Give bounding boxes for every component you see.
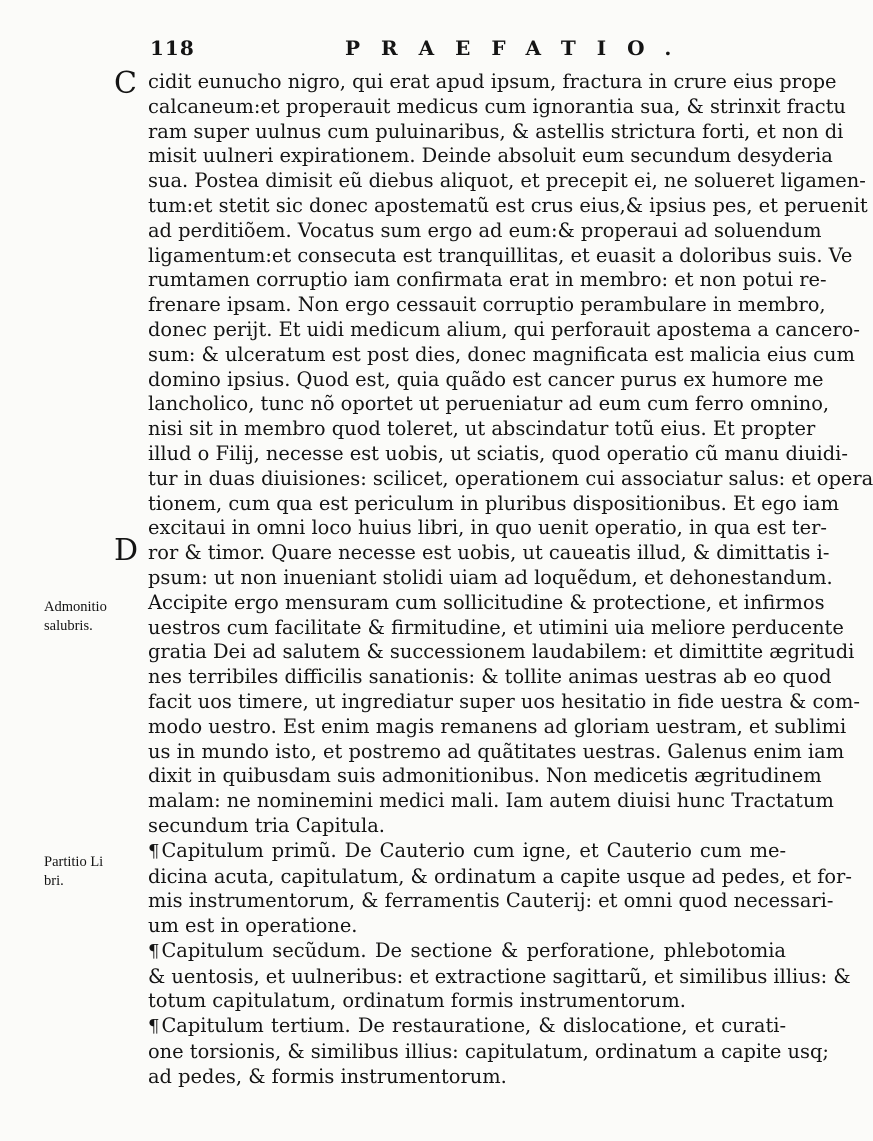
text-line: excitaui in omni loco huius libri, in quo uenit operatio, in qua est ter- [148,516,827,540]
text-line: rumtamen corruptio iam confirmata erat in membro: et non potui re- [148,268,827,292]
text-line: ram super uulnus cum puluinaribus, & astellis strictura forti, et non di [148,119,844,143]
chapter-entry-line [148,839,786,865]
paragraph-mark: ¶ [148,1016,160,1038]
text-line: nes terribiles difficilis sanationis: & tollite animas uestras ab eo quod [148,665,832,689]
paragraph-mark: ¶ [148,940,160,962]
chapter-entry-text: Capitulum secũdum. De sectione & perforatione, phlebotomia [161,938,786,962]
section-letter-d: D [114,533,139,568]
chapter-entry-line: totum capitulatum, ordinatum formis instrumentorum. [148,989,686,1013]
margin-note-line: bri. [44,873,64,889]
text-line: illud o Filij, necesse est uobis, ut sciatis, quod operatio cũ manu diuidi- [148,441,848,465]
chapter-entry-line [148,1014,786,1040]
chapter-entry-line: mis instrumentorum, & ferramentis Cauterij: et omni quod necessari- [148,889,834,913]
text-line: gratia Dei ad salutem & successionem laudabilem: et dimittite ægritudi [148,640,855,664]
text-line: frenare ipsam. Non ergo cessauit corruptio perambulare in membro, [148,293,826,317]
body-text [148,70,873,1090]
text-line: lancholico, tunc nõ oportet ut perueniatur ad eum cum ferro omnino, [148,392,830,416]
text-line: donec perijt. Et uidi medicum alium, qui perforauit apostema a cancero- [148,317,860,341]
text-line: psum: ut non inueniant stolidi uiam ad loquẽdum, et dehonestandum. [148,565,833,589]
text-line: uestros cum facilitate & firmitudine, et utimini uia meliore perducente [148,615,844,639]
text-line: tur in duas diuisiones: scilicet, operationem cui associatur salus: et opera [148,466,873,490]
running-title: PRAEFATIO. [345,36,693,60]
margin-note-partitio [44,853,103,891]
chapter-entry-line: one torsionis, & similibus illius: capitulatum, ordinatum a capite usq; [148,1040,829,1064]
margin-note-line: salubris. [44,618,93,634]
text-line: malam: ne nominemini medici mali. Iam autem diuisi hunc Tractatum [148,789,834,813]
text-line: Accipite ergo mensuram cum sollicitudine & protectione, et infirmos [148,590,825,614]
text-line: tum:et stetit sic donec apostematũ est crus eius,& ipsius pes, et peruenit [148,193,868,217]
text-line: sum: & ulceratum est post dies, donec magnificata est malicia eius cum [148,342,855,366]
text-line: modo uestro. Est enim magis remanens ad gloriam uestram, et sublimi [148,714,847,738]
text-line: nisi sit in membro quod toleret, ut abscindatur totũ eius. Et propter [148,417,816,441]
chapter-entry-line: um est in operatione. [148,914,358,938]
margin-note-admonitio [44,598,107,636]
text-line: misit uulneri expirationem. Deinde absoluit eum secundum desyderia [148,144,833,168]
margin-note-line: Partitio Li [44,854,104,870]
text-line: facit uos timere, ut ingrediatur super uos hesitatio in fide uestra & com- [148,689,860,713]
text-line: calcaneum:et properauit medicus cum ignorantia sua, & strinxit fractu [148,94,846,118]
chapter-entry-line: dicina acuta, capitulatum, & ordinatum a capite usque ad pedes, et for- [148,864,852,888]
chapter-entry-line: & uentosis, et uulneribus: et extractione sagittarũ, et similibus illius: & [148,964,851,988]
text-line: ligamentum:et consecuta est tranquillitas, et euasit a doloribus suis. Ve [148,243,853,267]
text-line: ror & timor. Quare necesse est uobis, ut caueatis illud, & dimittatis i- [148,541,830,565]
text-line: sua. Postea dimisit eũ diebus aliquot, et precepit ei, ne solueret ligamen- [148,169,866,193]
chapter-entry-text: Capitulum primũ. De Cauterio cum igne, et Cauterio cum me- [161,838,786,862]
text-line: secundum tria Capitula. [148,813,385,837]
chapter-entry-line [148,939,786,965]
chapter-entry-text: Capitulum tertium. De restauratione, & dislocatione, et curati- [161,1014,786,1038]
paragraph-mark: ¶ [148,840,160,862]
running-head [150,36,770,66]
text-line: us in mundo isto, et postremo ad quãtitates uestras. Galenus enim iam [148,739,845,763]
text-line: ad perditiõem. Vocatus sum ergo ad eum:& properaui ad soluendum [148,218,822,242]
text-line: dixit in quibusdam suis admonitionibus. Non medicetis ægritudinem [148,764,822,788]
page-number: 118 [150,36,195,60]
text-line: cidit eunucho nigro, qui erat apud ipsum, fractura in crure eius prope [148,70,837,93]
chapter-entry-line: ad pedes, & formis instrumentorum. [148,1064,507,1088]
section-letter-c: C [114,66,137,101]
margin-note-line: Admonitio [44,599,107,615]
text-line: domino ipsius. Quod est, quia quãdo est cancer purus ex humore me [148,367,824,391]
text-line: tionem, cum qua est periculum in pluribus dispositionibus. Et ego iam [148,491,839,515]
